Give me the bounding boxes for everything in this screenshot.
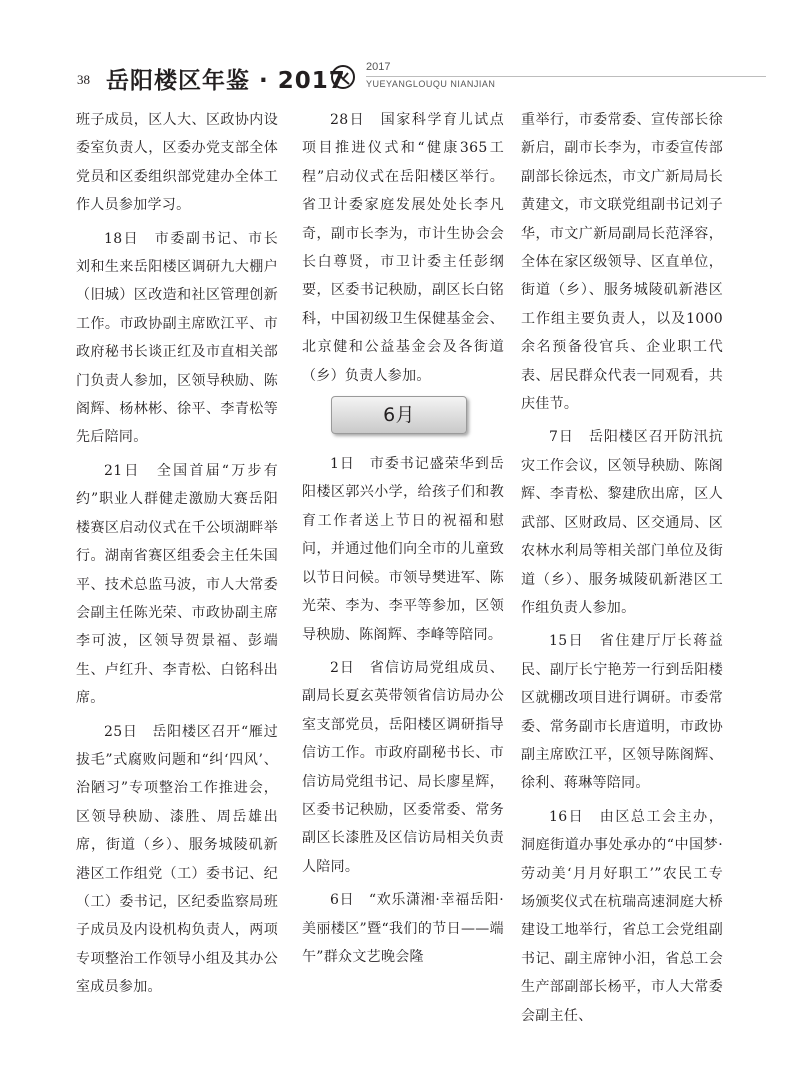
book-title: 岳阳楼区年鉴 · 2017: [106, 68, 346, 94]
paragraph: 2日 省信访局党组成员、副局长夏玄英带领省信访局办公室支部党员，岳阳楼区调研指导信访工作。市政府副秘书长、市信访局党组书记、局长廖星辉，区委书记秧励，区委常委、常务副区长漆胜及区信访局相关负责人陪同。: [302, 659, 504, 875]
header-year: 2017: [366, 61, 391, 73]
header-pinyin: YUEYANGLOUQU NIANJIAN: [366, 79, 496, 89]
paragraph: 6日 “欢乐潇湘·幸福岳阳·美丽楼区”暨“我们的节日——端午”群众文艺晚会隆: [302, 892, 504, 965]
paragraph: 21日 全国首届“万步有约”职业人群健走激励大赛岳阳楼赛区启动仪式在千公顷湖畔举行。湖南省赛区组委会主任朱国平、技术总监马波，市人大常委会副主任陈光荣、市政协副主席李可波，区领导贺景福、彭端生、卢红升、李青松、白铭科出席。: [76, 462, 278, 707]
text-column-3: [521, 106, 723, 1030]
paragraph: 25日 岳阳楼区召开“雁过拔毛”式腐败问题和“纠‘四风’、治陋习”专项整治工作推进会，区领导秧励、漆胜、周岳雄出席，街道（乡）、服务城陵矶新港区工作组党（工）委书记、纪（工）委书记，区纪委监察局班子成员及内设机构负责人，两项专项整治工作领导小组及其办公室成员参加。: [76, 723, 278, 996]
page-header: [0, 0, 793, 100]
text-column-1: [76, 106, 278, 1002]
paragraph: 18日 市委副书记、市长刘和生来岳阳楼区调研九大棚户（旧城）区改造和社区管理创新工作。市政协副主席欧江平、市政府秘书长谈正红及市直相关部门负责人参加，区领导秧励、陈阁辉、杨林彬、徐平、李青松等先后陪同。: [76, 230, 278, 446]
header-divider: [366, 76, 766, 77]
month-section: [302, 390, 504, 450]
paragraph: 重举行，市委常委、宣传部长徐新启，副市长李为，市委宣传部副部长徐远杰，市文广新局局长黄建文，市文联党组副书记刘子华，市文广新局副局长范泽容，全体在家区级领导、区直单位，街道（乡）、服务城陵矶新港区工作组主要负责人，以及1000余名预备役官兵、企业职工代表、居民群众代表一同观看，共庆佳节。: [521, 112, 723, 413]
paragraph: 15日 省住建厅厅长蒋益民、副厅长宁艳芳一行到岳阳楼区就棚改项目进行调研。市委常委、常务副市长唐道明，市政协副主席欧江平，区领导陈阁辉、徐利、蒋琳等陪同。: [521, 633, 723, 792]
paragraph: 7日 岳阳楼区召开防汛抗灾工作会议，区领导秧励、陈阁辉、李青松、黎建欣出席，区人武部、区财政局、区交通局、区农林水利局等相关部门单位及街道（乡）、服务城陵矶新港区工作组负责人参加。: [521, 429, 723, 616]
month-heading-badge: 6月: [331, 396, 467, 434]
paragraph: 1日 市委书记盛荣华到岳阳楼区郭兴小学，给孩子们和教育工作者送上节日的祝福和慰问，并通过他们向全市的儿童致以节日问候。市领导樊进军、陈光荣、李为、李平等参加，区领导秧励、陈阁辉、李峰等陪同。: [302, 456, 504, 643]
paragraph: 班子成员，区人大、区政协内设委室负责人，区委办党支部全体党员和区委组织部党建办全体工作人员参加学习。: [76, 112, 278, 214]
text-column-2: [302, 106, 504, 971]
page-number: 38: [77, 72, 90, 87]
paragraph: 16日 由区总工会主办，洞庭街道办事处承办的“中国梦·劳动美‘月月好职工’”农民工专场颁奖仪式在杭瑞高速洞庭大桥建设工地举行，省总工会党组副书记、副主席钟小汨，省总工会生产部副部长杨平，市人大常委会副主任、: [521, 808, 723, 1024]
circle-arrow-logo-icon: [330, 64, 356, 90]
paragraph: 28日 国家科学育儿试点项目推进仪式和“健康365工程”启动仪式在岳阳楼区举行。省卫计委家庭发展处处长李凡奇，副市长李为，市计生协会会长白尊贤，市卫计委主任彭纲要，区委书记秧励，副区长白铭科，中国初级卫生保健基金会、北京健和公益基金会及各街道（乡）负责人参加。: [302, 112, 504, 384]
